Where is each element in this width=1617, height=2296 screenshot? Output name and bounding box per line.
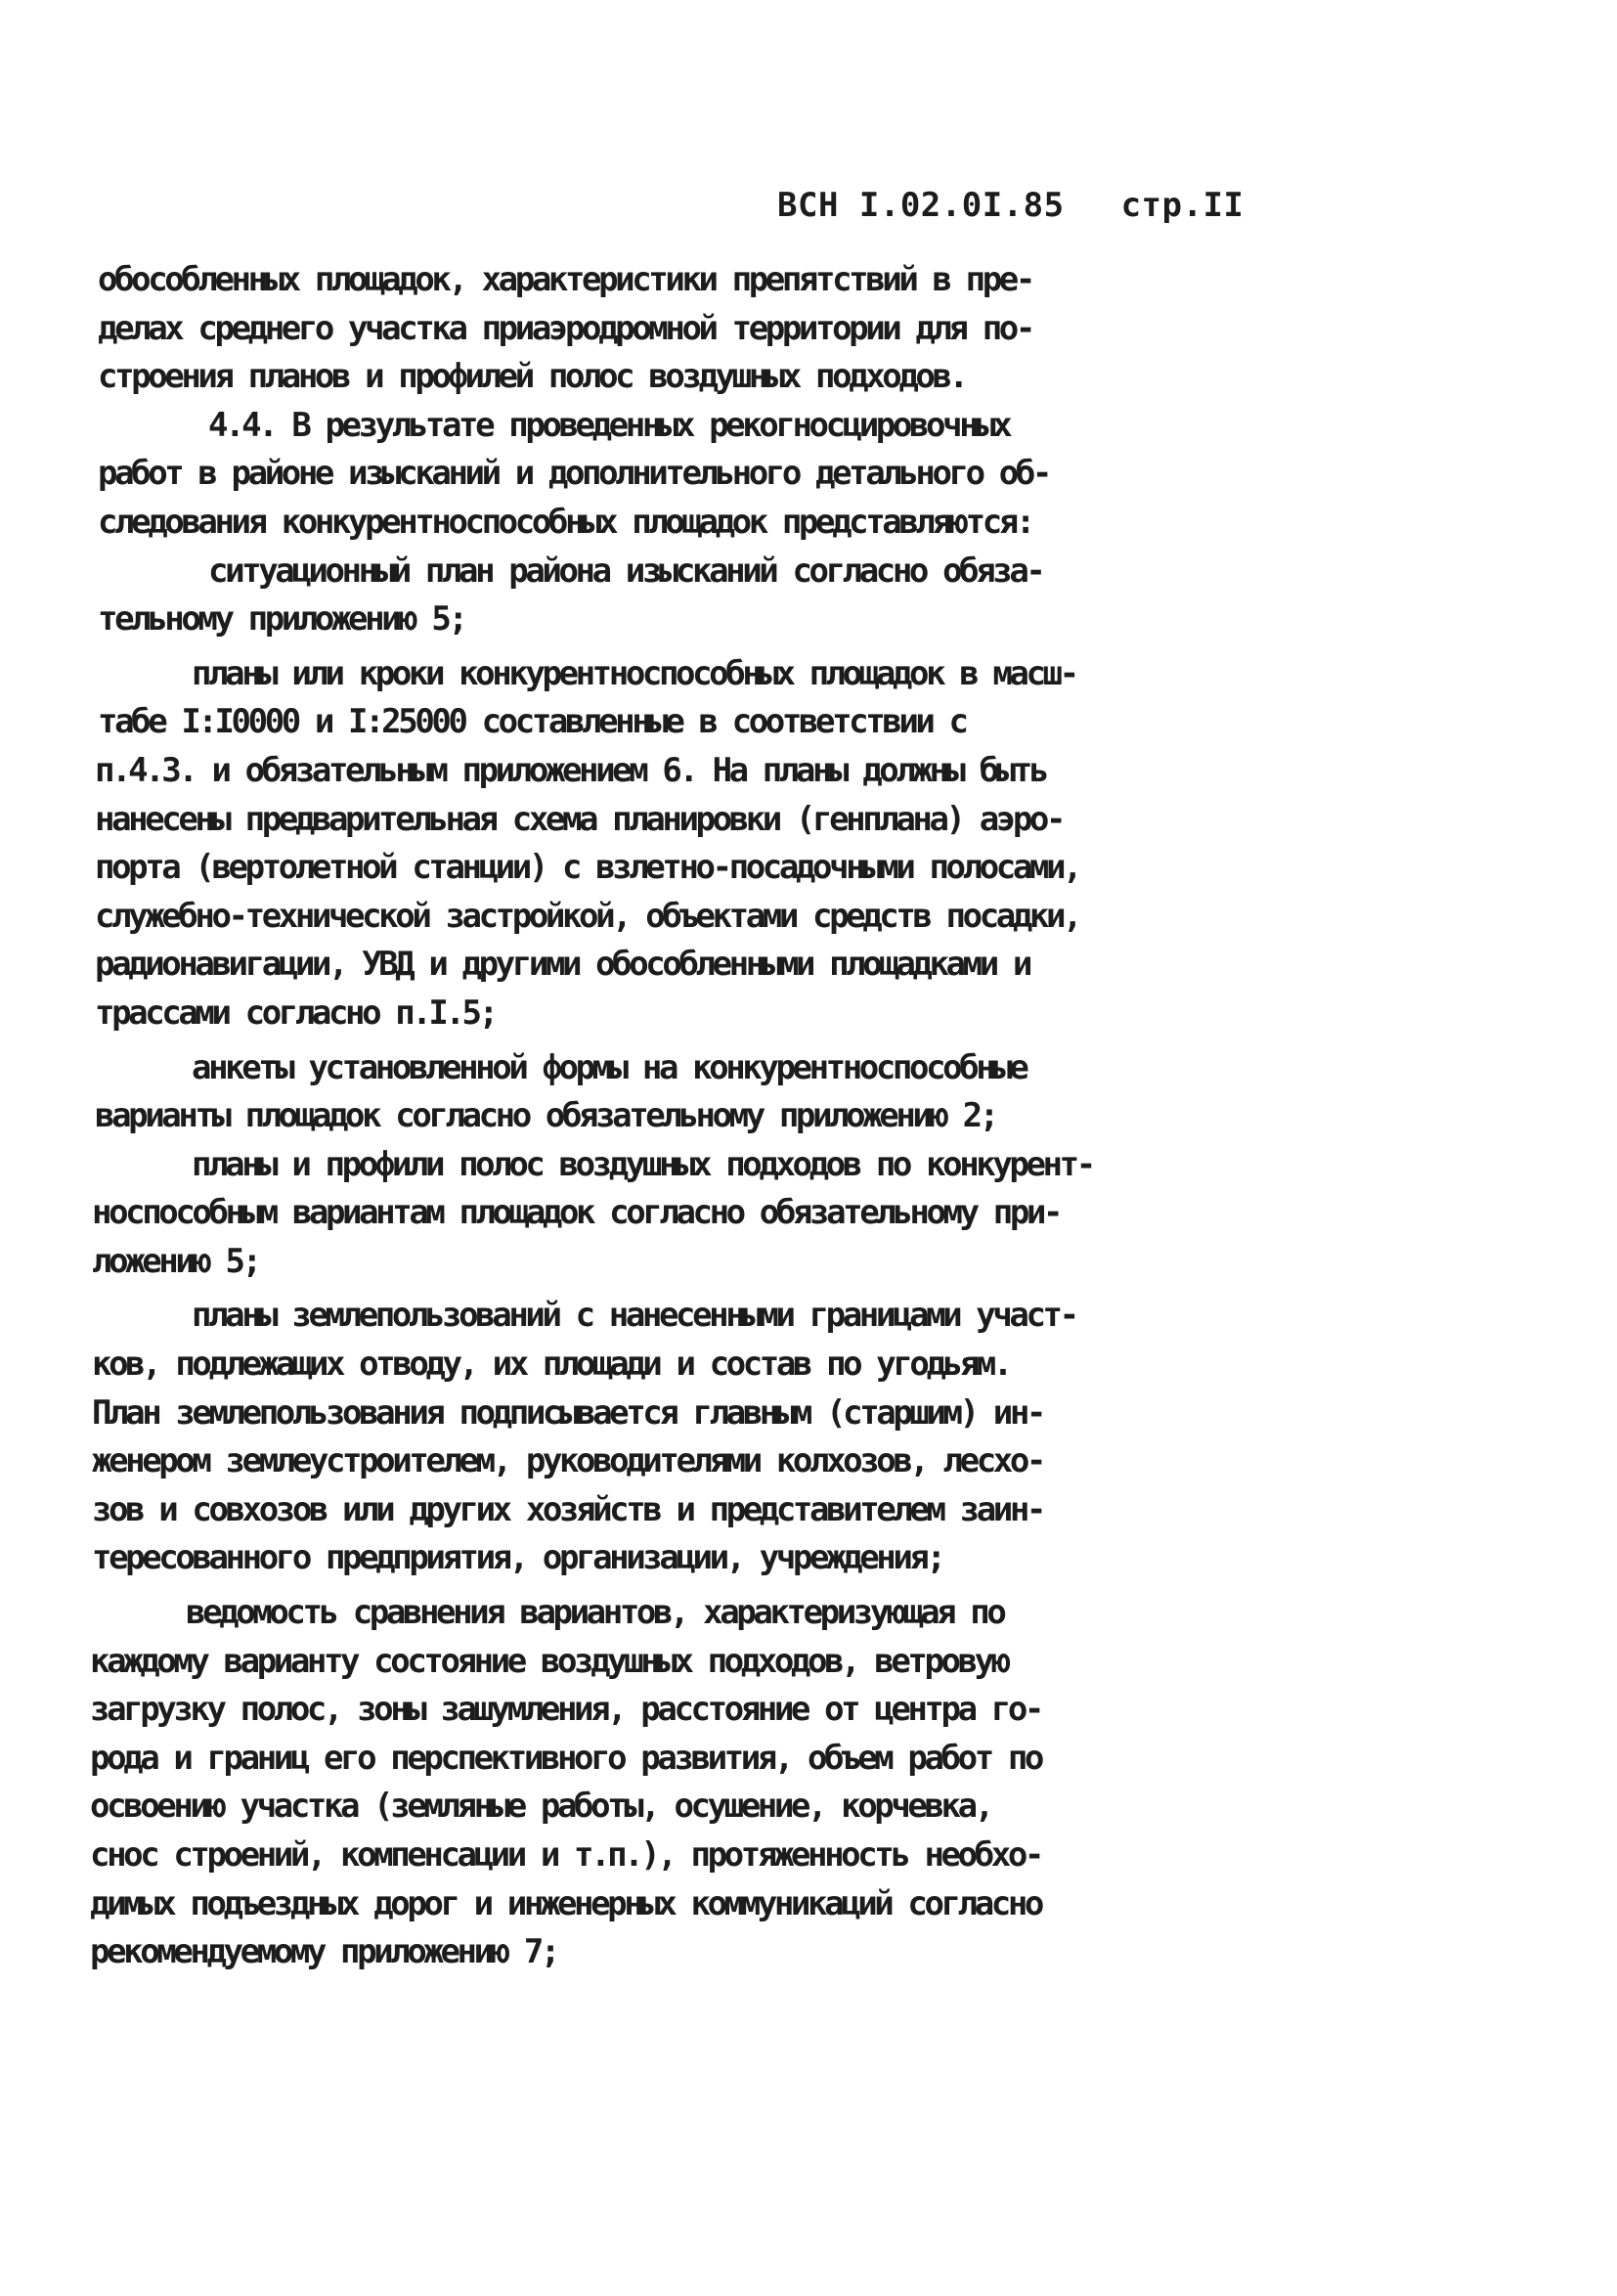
text-line: снос строений, компенсации и т.п.), протяженность необхо- [90, 1835, 1041, 1875]
text-line: табе I:I0000 и I:25000 составленные в соответствии с [98, 702, 966, 742]
text-line: работ в районе изысканий и дополнительного детального об- [98, 454, 1049, 494]
text-line: трассами согласно п.I.5; [95, 993, 496, 1033]
text-line: радионавигации, УВД и другими обособленными площадками и [95, 945, 1029, 985]
page-number: стр.II [1120, 186, 1245, 225]
text-line: ведомость сравнения вариантов, характеризующая по [186, 1593, 1004, 1633]
text-line: тересованного предприятия, организации, учреждения; [92, 1538, 943, 1578]
text-line: загрузку полос, зоны зашумления, расстояние от центра го- [90, 1690, 1041, 1730]
text-line: планы землепользований с нанесенными границами участ- [192, 1296, 1076, 1336]
text-line: ложению 5; [92, 1241, 259, 1281]
text-line: освоению участка (земляные работы, осушение, корчевка, [90, 1787, 991, 1827]
text-line: ситуационный план района изысканий согласно обяза- [208, 551, 1043, 591]
text-line: планы и профили полос воздушных подходов по конкурент- [192, 1144, 1093, 1184]
text-line: тельному приложению 5; [98, 599, 465, 640]
body-text [0, 256, 1617, 1977]
text-line: делах среднего участка приаэродромной территории для по- [98, 308, 1032, 348]
document-code: ВСН I.02.0I.85 [777, 186, 1065, 225]
text-line: ков, подлежащих отводу, их площади и состав по угодьям. [92, 1345, 1010, 1385]
text-line: План землепользования подписывается главным (старшим) ин- [92, 1392, 1043, 1433]
text-line: носпособным вариантам площадок согласно обязательному при- [92, 1193, 1061, 1233]
text-line: порта (вертолетной станции) с взлетно-посадочными полосами, [95, 848, 1080, 888]
text-line: нанесены предварительная схема планировки (генплана) аэро- [95, 799, 1064, 839]
page-header [777, 186, 1244, 225]
text-line: служебно-технической застройкой, объектами средств посадки, [95, 896, 1080, 936]
text-line: рекомендуемому приложению 7; [90, 1932, 557, 1972]
text-line: обособленных площадок, характеристики препятствий в пре- [98, 260, 1032, 299]
text-line: следования конкурентноспособных площадок представляются: [98, 502, 1032, 542]
text-line: каждому варианту состояние воздушных подходов, ветровую [90, 1641, 1008, 1681]
text-line: женером землеустроителем, руководителями колхозов, лесхо- [92, 1441, 1043, 1481]
text-line: зов и совхозов или других хозяйств и представителем заин- [92, 1489, 1043, 1529]
text-line: планы или кроки конкурентноспособных площадок в масш- [192, 653, 1076, 693]
text-line: варианты площадок согласно обязательному приложению 2; [95, 1096, 996, 1136]
text-line: анкеты установленной формы на конкурентноспособные [192, 1047, 1027, 1087]
text-line: рода и границ его перспективного развития, объем работ по [90, 1738, 1041, 1778]
text-line: п.4.3. и обязательным приложением 6. На планы должны быть [95, 750, 1046, 790]
text-line: строения планов и профилей полос воздушных подходов. [98, 357, 966, 397]
text-line: димых подъездных дорог и инженерных коммуникаций согласно [90, 1883, 1041, 1923]
text-line: 4.4. В результате проведенных рекогносцировочных [208, 405, 1010, 445]
